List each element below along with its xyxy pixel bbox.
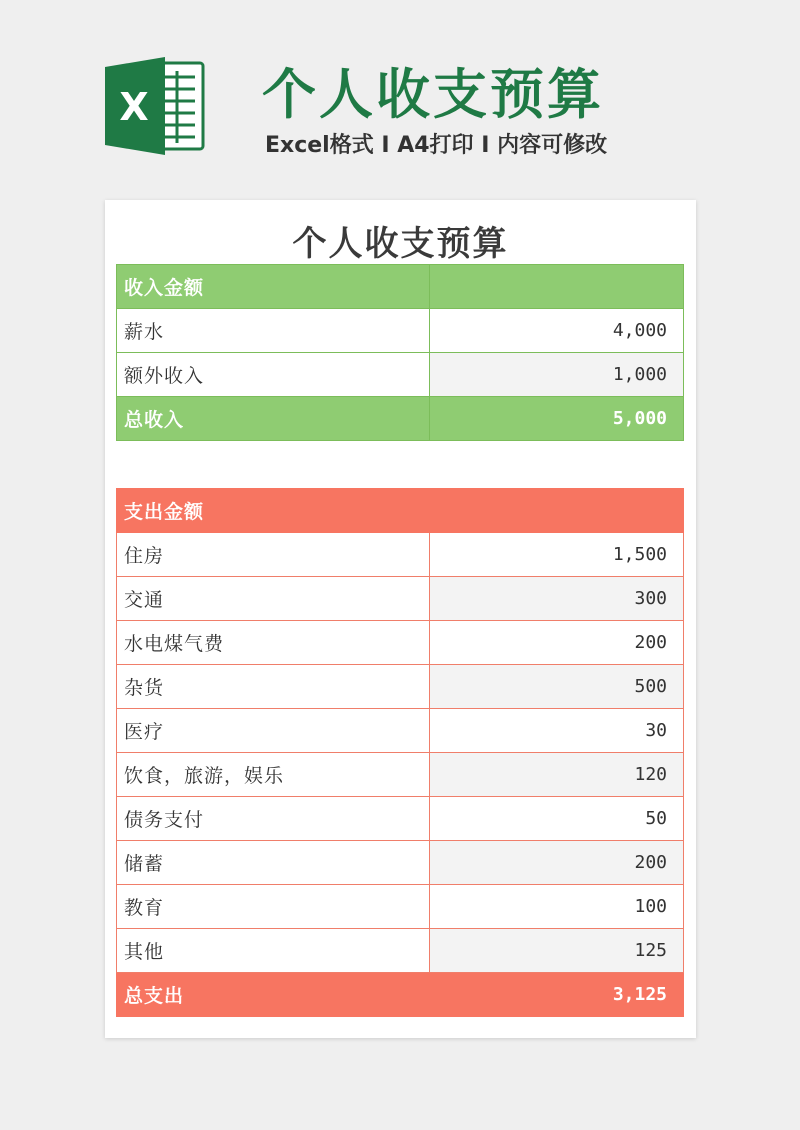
- expense-value-cell[interactable]: 200: [430, 621, 684, 665]
- expense-value-cell[interactable]: 300: [430, 577, 684, 621]
- table-row: [117, 841, 684, 885]
- expense-label-cell[interactable]: 饮食，旅游，娱乐: [117, 753, 430, 797]
- table-row: [117, 797, 684, 841]
- income-label-cell[interactable]: 额外收入: [117, 353, 430, 397]
- expense-value-cell[interactable]: 50: [430, 797, 684, 841]
- income-header-row: [117, 265, 684, 309]
- budget-sheet: [105, 200, 696, 1038]
- income-value-cell[interactable]: 4,000: [430, 309, 684, 353]
- table-row: [117, 709, 684, 753]
- income-total-row: [117, 397, 684, 441]
- expense-table: [116, 488, 684, 1017]
- expense-header-value[interactable]: [430, 489, 684, 533]
- income-header-label[interactable]: 收入金额: [117, 265, 430, 309]
- page-title: 个人收支预算: [262, 63, 604, 126]
- table-row: [117, 577, 684, 621]
- expense-value-cell[interactable]: 120: [430, 753, 684, 797]
- expense-label-cell[interactable]: 杂货: [117, 665, 430, 709]
- table-row: [117, 929, 684, 973]
- expense-value-cell[interactable]: 200: [430, 841, 684, 885]
- expense-label-cell[interactable]: 教育: [117, 885, 430, 929]
- expense-label-cell[interactable]: 水电煤气费: [117, 621, 430, 665]
- expense-total-label[interactable]: 总支出: [117, 973, 430, 1017]
- expense-label-cell[interactable]: 其他: [117, 929, 430, 973]
- expense-value-cell[interactable]: 1,500: [430, 533, 684, 577]
- expense-value-cell[interactable]: 30: [430, 709, 684, 753]
- expense-value-cell[interactable]: 100: [430, 885, 684, 929]
- expense-label-cell[interactable]: 储蓄: [117, 841, 430, 885]
- expense-header-row: [117, 489, 684, 533]
- expense-label-cell[interactable]: 债务支付: [117, 797, 430, 841]
- table-row: [117, 621, 684, 665]
- page-header: [0, 0, 800, 200]
- expense-total-row: [117, 973, 684, 1017]
- table-row: [117, 309, 684, 353]
- income-total-label[interactable]: 总收入: [117, 397, 430, 441]
- income-table: [116, 264, 684, 441]
- expense-label-cell[interactable]: 交通: [117, 577, 430, 621]
- income-header-value[interactable]: [430, 265, 684, 309]
- table-row: [117, 753, 684, 797]
- page-subtitle: Excel格式 I A4打印 I 内容可修改: [265, 133, 608, 158]
- table-row: [117, 533, 684, 577]
- expense-total-value[interactable]: 3,125: [430, 973, 684, 1017]
- expense-value-cell[interactable]: 500: [430, 665, 684, 709]
- excel-logo-icon: [103, 57, 205, 155]
- sheet-title: 个人收支预算: [292, 224, 509, 264]
- income-label-cell[interactable]: 薪水: [117, 309, 430, 353]
- table-row: [117, 353, 684, 397]
- income-total-value[interactable]: 5,000: [430, 397, 684, 441]
- table-row: [117, 665, 684, 709]
- expense-label-cell[interactable]: 医疗: [117, 709, 430, 753]
- income-value-cell[interactable]: 1,000: [430, 353, 684, 397]
- logo-letter: X: [119, 85, 149, 129]
- table-row: [117, 885, 684, 929]
- expense-value-cell[interactable]: 125: [430, 929, 684, 973]
- expense-label-cell[interactable]: 住房: [117, 533, 430, 577]
- expense-header-label[interactable]: 支出金额: [117, 489, 430, 533]
